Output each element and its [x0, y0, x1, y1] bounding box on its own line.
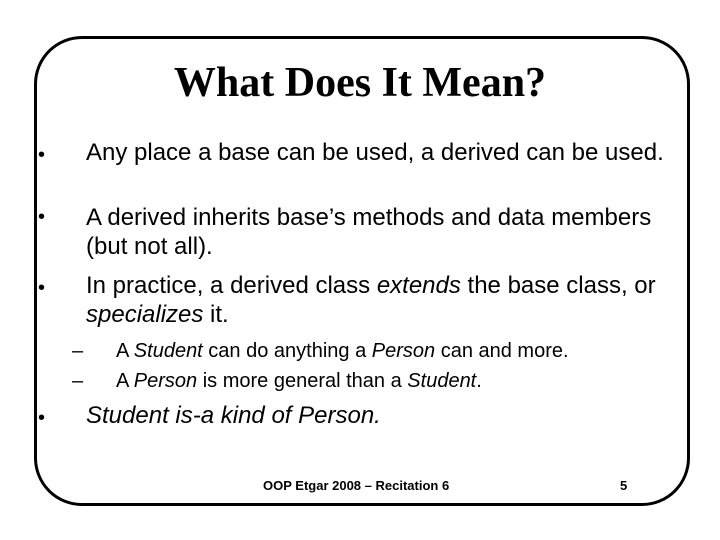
page-number: 5: [620, 478, 628, 493]
dash-marker: –: [72, 370, 84, 392]
sub-bullet-item-1: [72, 336, 569, 366]
bullet-text: In practice, a derived class: [86, 272, 377, 299]
sub-bullet-text: is more general than a: [197, 370, 408, 392]
slide-title: What Does It Mean?: [173, 60, 547, 106]
bullet-item-4: [86, 401, 696, 430]
sub-bullet-text: A: [116, 340, 134, 362]
bullet-text: the base class, or: [460, 272, 656, 299]
footer-text: OOP Etgar 2008 – Recitation 6: [263, 478, 450, 493]
bullet-text: it.: [203, 301, 229, 328]
bullet-text: Any place a base can be used, a derived can be used.: [86, 139, 664, 166]
emphasis-text: Person: [133, 370, 198, 392]
bullet-marker: •: [38, 407, 46, 429]
sub-bullet-text: can and more.: [435, 340, 569, 362]
bullet-marker: •: [38, 144, 46, 166]
emphasis-text: Person: [371, 340, 436, 362]
dash-marker: –: [72, 340, 84, 362]
emphasis-text: Student is-a kind of Person.: [86, 402, 381, 429]
sub-bullet-text: A: [116, 370, 134, 392]
bullet-marker: •: [38, 277, 46, 299]
bullet-marker: •: [38, 206, 46, 228]
emphasis-text: Student: [407, 370, 477, 392]
emphasis-text: Student: [133, 340, 203, 362]
bullet-item-1: [86, 138, 696, 167]
bullet-item-2: [86, 203, 696, 261]
emphasis-text: extends: [376, 272, 461, 299]
sub-bullet-text: .: [476, 370, 482, 392]
sub-bullet-text: can do anything a: [202, 340, 372, 362]
emphasis-text: specializes: [86, 301, 204, 328]
bullet-item-3: [86, 271, 696, 329]
bullet-text: A derived inherits base’s methods and data members (but not all).: [86, 204, 652, 260]
sub-bullet-item-2: [72, 366, 482, 396]
